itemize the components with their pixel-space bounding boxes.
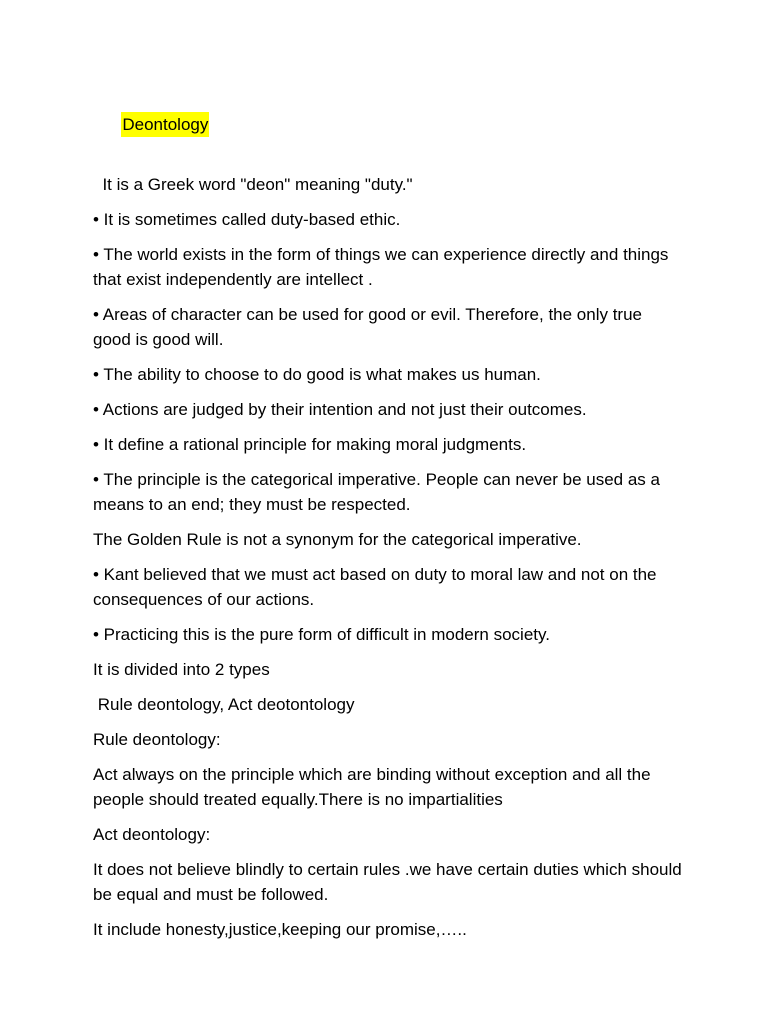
paragraph-type-list: Rule deontology, Act deotontology: [93, 695, 355, 714]
paragraph-kant: • Kant believed that we must act based on duty to moral law and not on the consequences of our actions.: [93, 565, 662, 609]
paragraph-rule-deontology: Act always on the principle which are binding without exception and all the people should treated equally.There is no impartialities: [93, 765, 656, 809]
paragraph-rational-principle: • It define a rational principle for making moral judgments.: [93, 435, 527, 454]
heading-act-deontology: Act deontology:: [93, 825, 211, 844]
heading-rule-deontology: Rule deontology:: [93, 730, 221, 749]
paragraph-practicing: • Practicing this is the pure form of difficult in modern society.: [93, 625, 550, 644]
paragraph-actions-judged: • Actions are judged by their intention and not just their outcomes.: [93, 400, 587, 419]
document-title: Deontology: [121, 112, 209, 137]
paragraph-categorical-imperative: • The principle is the categorical imperative. People can never be used as a means to an end; they must be respected.: [93, 470, 665, 514]
paragraph-two-types: It is divided into 2 types: [93, 660, 270, 679]
paragraph-golden-rule: The Golden Rule is not a synonym for the categorical imperative.: [93, 530, 582, 549]
paragraph-good-will: • Areas of character can be used for good or evil. Therefore, the only true good is good will.: [93, 305, 647, 349]
paragraph-act-deontology: It does not believe blindly to certain rules .we have certain duties which should be equal and must be followed.: [93, 860, 687, 904]
paragraph-includes: It include honesty,justice,keeping our promise,…..: [93, 920, 467, 939]
paragraph-duty-based: • It is sometimes called duty-based ethic.: [93, 210, 401, 229]
paragraph-world-exists: • The world exists in the form of things we can experience directly and things that exist independently are intellect .: [93, 245, 674, 289]
document-body: [93, 87, 687, 952]
paragraph-greek-origin: It is a Greek word "deon" meaning "duty.": [93, 175, 413, 194]
paragraph-choose-good: • The ability to choose to do good is what makes us human.: [93, 365, 541, 384]
document-title-line: [93, 87, 683, 162]
